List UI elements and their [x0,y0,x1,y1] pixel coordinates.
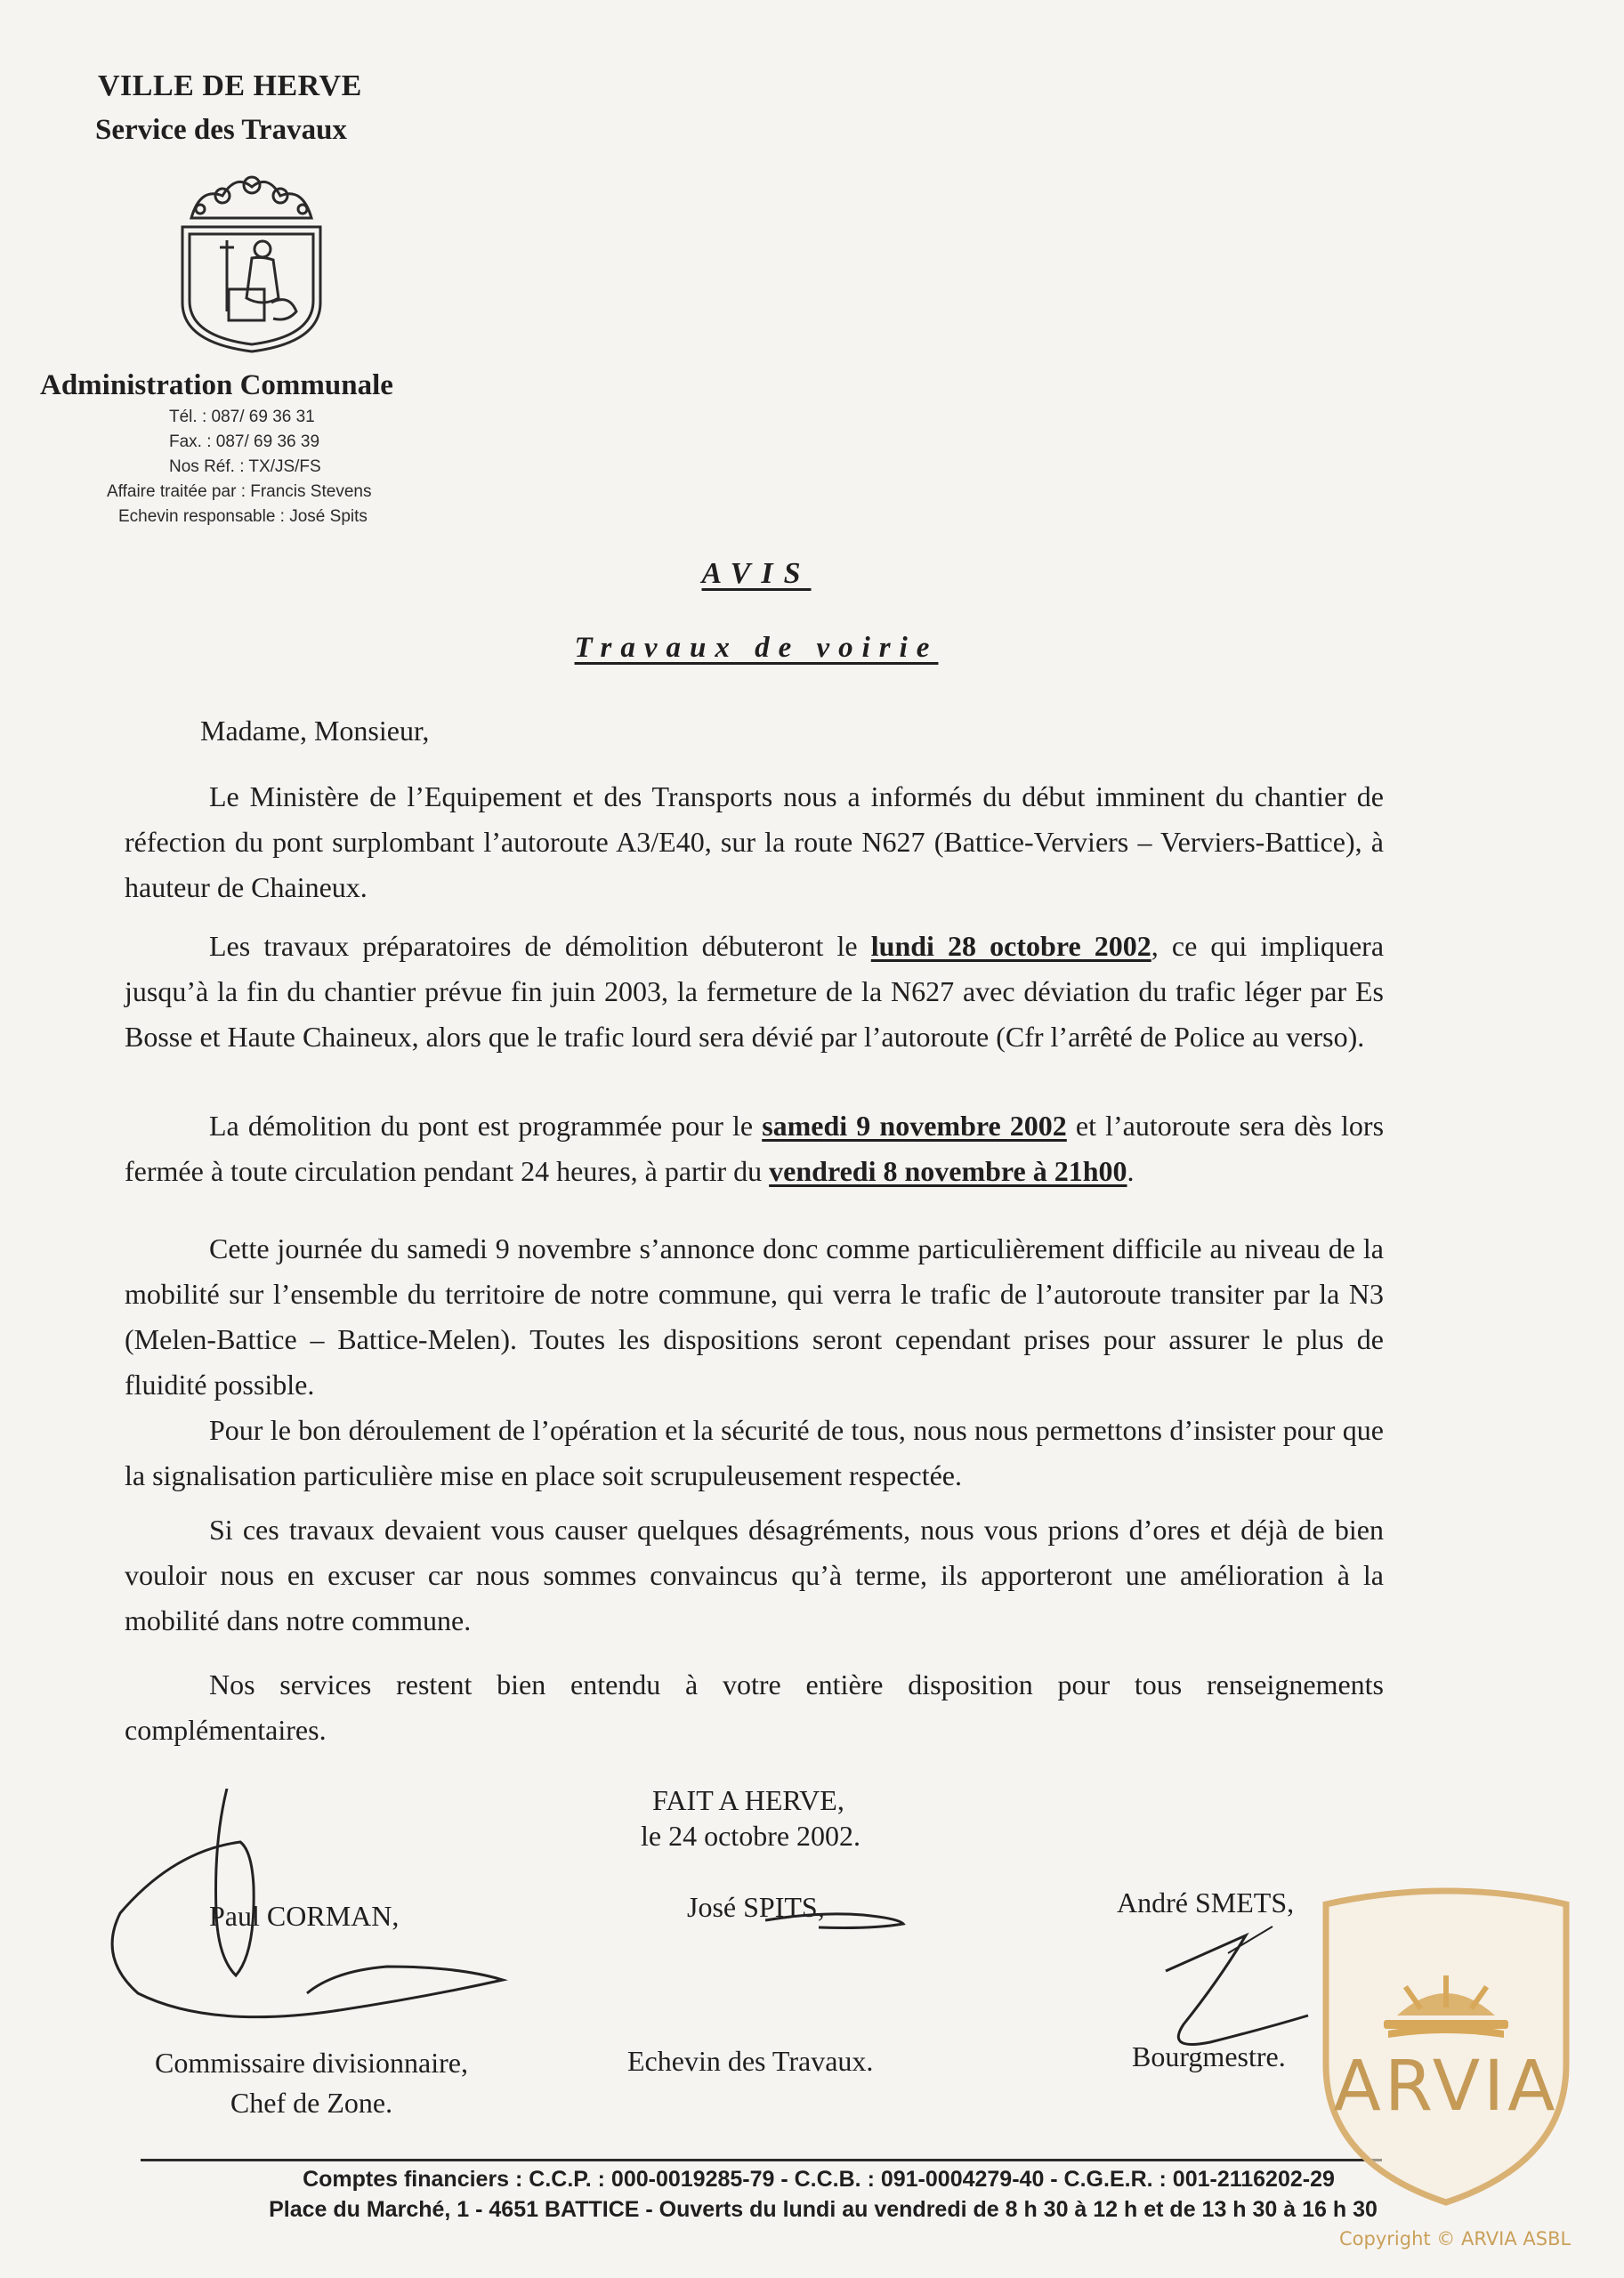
paragraph [125,1226,1384,1408]
paragraph [125,774,1384,910]
paragraph-text: Le Ministère de l’Equipement et des Transports nous a informés du début imminent du chantier de réfection du pont surplombant l’autoroute A3/E40, sur la route N627 (Battice-Verviers – Verviers-Battice), à hauteur de Chaineux. [125,780,1384,903]
paragraph [125,1103,1384,1194]
paragraph [125,1662,1384,1753]
contact-value: : 087/ 69 36 31 [201,408,315,426]
coat-of-arms-icon [174,169,329,356]
paragraph-text: Pour le bon déroulement de l’opération et la sécurité de tous, nous nous permettons d’insister pour que la signalisation particulière mise en place soit scrupuleusement respectée. [125,1414,1384,1491]
paragraph-text: , ce qui impliquera jusqu’à la fin du chantier prévue fin juin 2003, la fermeture de la N627 avec déviation du trafic léger par Es Bosse et Haute Chaineux, alors que le trafic lourd sera dévié par l’autoroute (Cfr l’arrêté de Police au verso). [125,930,1385,1053]
place: FAIT A HERVE, [652,1784,844,1816]
contact-label: Echevin responsable [118,507,276,526]
contact-tel [169,408,315,427]
administration-title: Administration Communale [40,369,393,401]
contact-ref [169,457,321,477]
paragraph [125,924,1384,1060]
date-highlight: samedi 9 novembre 2002 [762,1110,1067,1142]
footer-address: Place du Marché, 1 - 4651 BATTICE - Ouverts du lundi au vendredi de 8 h 30 à 12 h et de 13 h 30 à 16 h 30 [269,2197,1378,2222]
city-name: VILLE DE HERVE [98,69,362,102]
paragraph-text: Les travaux préparatoires de démolition débuteront le [209,930,871,962]
notice-title: AVIS [701,557,812,590]
footer-accounts: Comptes financiers : C.C.P. : 000-0019285-79 - C.C.B. : 091-0004279-40 - C.G.E.R. : 001-2116202-29 [303,2167,1335,2192]
contact-label: Tél. [169,408,198,426]
paragraph-text: Nos services restent bien entendu à votre entière disposition pour tous renseignements complémentaires. [125,1668,1384,1746]
contact-value: : 087/ 69 36 39 [206,432,320,451]
footer-divider [141,2159,1382,2161]
signatory-name: André SMETS, [1117,1886,1295,1919]
contact-label: Fax. [169,432,202,451]
paragraph-text: La démolition du pont est programmée pour le [209,1110,763,1142]
signature-spits [765,1904,908,1940]
signatory-role: Chef de Zone. [230,2087,393,2119]
notice-subtitle: Travaux de voirie [574,632,939,664]
service-name: Service des Travaux [95,114,347,146]
signatory-last-name: CORMAN, [266,1900,400,1932]
signatory-role: Echevin des Travaux. [627,2045,874,2077]
contact-alderman [118,507,368,527]
paragraph-text: Cette journée du samedi 9 novembre s’annonce donc comme particulièrement difficile au niveau de la mobilité sur l’ensemble du territoire de notre commune, qui verra le trafic de l’autoroute transiter par la N3 (Melen-Battice – Battice-Melen). Toutes les dispositions seront cependant prises pour assurer le plus de fluidité possible. [125,1232,1384,1401]
paragraph-text: Si ces travaux devaient vous causer quelques désagréments, nous vous prions d’ores et déjà de bien vouloir nous en excuser car nous sommes convaincus qu’à terme, ils apporteront une amélioration à la mobilité dans notre commune. [125,1514,1384,1636]
paragraph [125,1507,1384,1644]
paragraph-text: . [1127,1155,1135,1187]
watermark-brand: ARVIA [1333,2047,1559,2127]
date-highlight: vendredi 8 novembre à 21h00 [769,1155,1127,1187]
contact-label: Nos Réf. [169,457,235,476]
contact-fax [169,432,319,452]
signatory-role: Bourgmestre. [1132,2040,1286,2072]
contact-label: Affaire traitée par [107,482,237,501]
watermark-copyright: Copyright © ARVIA ASBL [1339,2228,1571,2250]
contact-handled-by [107,482,371,502]
contact-value: : TX/JS/FS [239,457,321,476]
contact-value: : Francis Stevens [240,482,372,501]
date-highlight: lundi 28 octobre 2002 [870,930,1151,962]
paragraph-text: et l’autoroute sera dès lors fermée à toute circulation pendant 24 heures, à partir du [125,1110,1385,1187]
signatory-role: Commissaire divisionnaire, [155,2047,468,2079]
date: le 24 octobre 2002. [641,1820,861,1852]
contact-value: : José Spits [279,507,368,526]
salutation: Madame, Monsieur, [200,715,430,747]
signatory-name [209,1900,399,1933]
paragraph [125,1408,1384,1498]
signatory-name: José SPITS, [687,1891,825,1923]
signatory-first-name: Paul [209,1900,260,1932]
